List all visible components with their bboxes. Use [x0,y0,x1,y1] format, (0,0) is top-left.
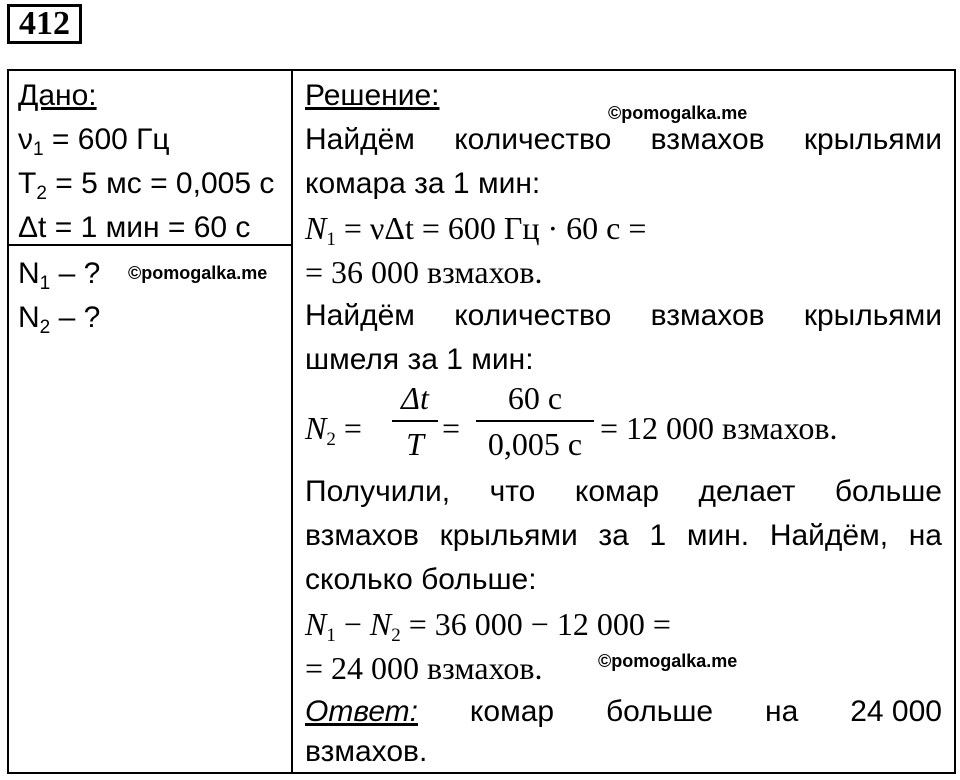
solution-paragraph-2-end: шмеля за 1 мин: [305,343,534,376]
find-line-n2: $N_2$ – ? [18,301,101,338]
watermark: ©pomogalka.me [598,651,738,671]
table-divider-vertical [291,69,293,774]
equation-difference-line-2: = 24 000 взмахов. [305,650,543,686]
solution-paragraph-2: Найдём количество взмахов крыльями [305,299,942,332]
solution-paragraph-1-end: комара за 1 мин: [305,167,541,200]
solution-paragraph-1: Найдём количество взмахов крыльями [305,123,942,156]
fraction-denominator: T [406,426,424,462]
watermark: ©pomogalka.me [128,263,268,283]
find-line-n1: $N_1$ – ? [18,257,101,294]
given-line-frequency: $\nu_1 = 600$ Гц [18,123,170,160]
given-line-time: Δt = 1 мин = 60 с [18,211,251,244]
answer-label: Ответ: [305,695,418,728]
watermark: ©pomogalka.me [608,103,748,123]
fraction-bar [392,420,438,422]
fraction-numerator: Δt [401,380,429,416]
equals-sign: = [442,410,461,446]
fraction-denominator: 0,005 с [487,426,583,462]
solution-title: Решение: [305,79,440,112]
fraction-bar [476,420,594,422]
answer-line: Ответ: комар больше на 24 000 [305,690,942,734]
solution-paragraph-3-line-2: взмахов крыльями за 1 мин. Найдём, на [305,519,942,552]
fraction-values [476,378,594,464]
solution-paragraph-3-end: сколько больше: [305,563,537,596]
problem-number: 412 [7,4,82,44]
equation-n1-line-2: = 36 000 взмахов. [305,254,543,290]
equation-difference-line-1: $N_1 - N_2 = 36$ 000 − 12 000 = [305,606,671,646]
given-line-period: $T_2 = 5$ мс = 0,005 с [18,167,275,204]
equation-n2-result: = 12 000 взмахов. [600,410,838,446]
fraction-dt-over-t [392,378,438,464]
fraction-numerator: 60 с [507,380,563,416]
equation-n1-line-1: $N_1 = \nu\Delta t = 600$ Гц · 60 с = [305,210,647,250]
solution-paragraph-3: Получили, что комар делает больше [305,475,942,508]
equation-n2-lhs: $N_2$ = [305,410,362,450]
given-title: Дано: [18,79,97,112]
answer-end: взмахов. [305,735,428,768]
